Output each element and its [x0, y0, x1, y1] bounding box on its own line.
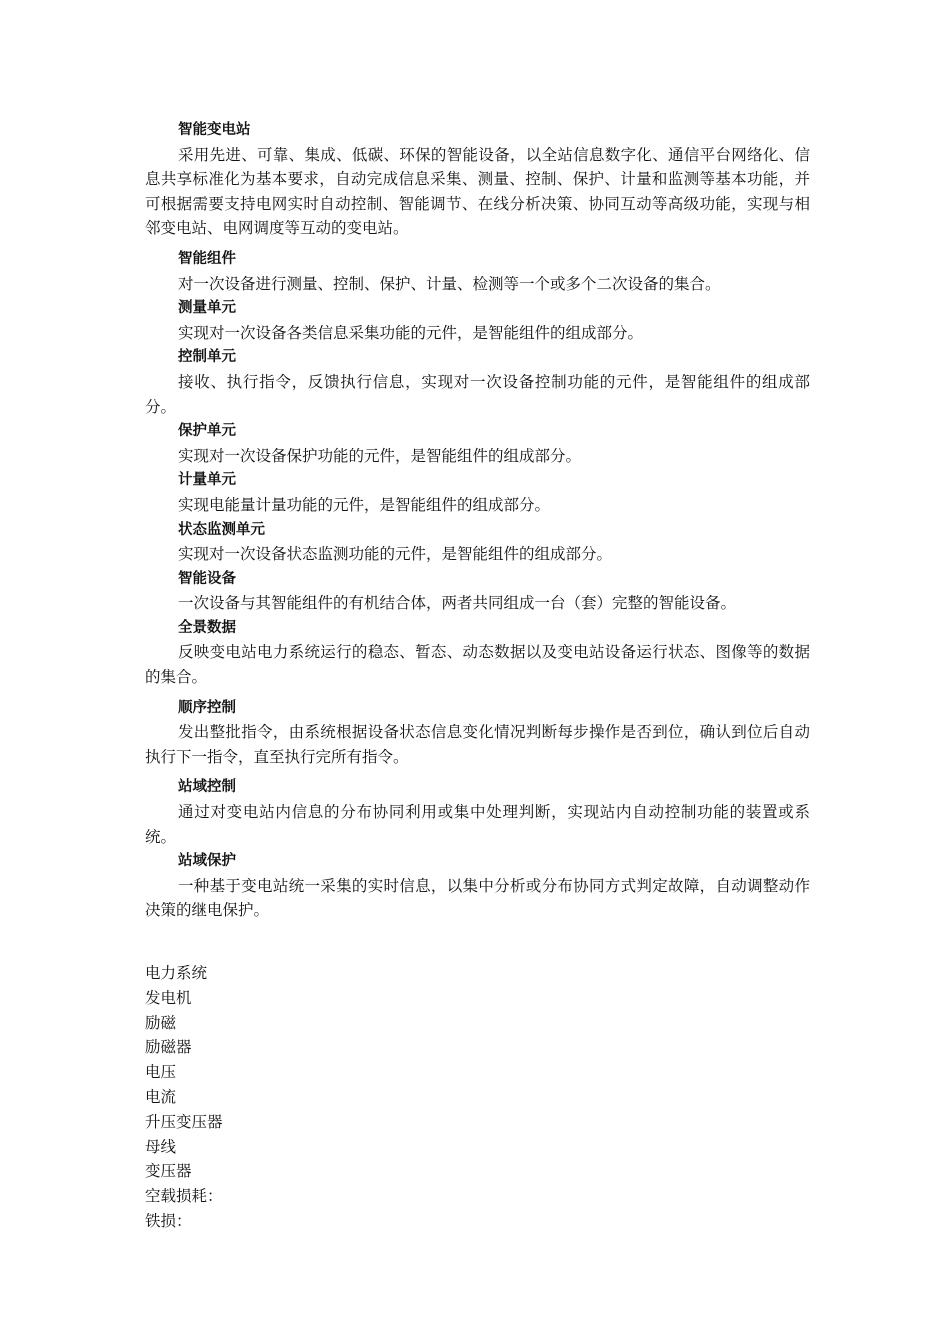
term-heading: 保护单元 [178, 423, 236, 440]
term-heading: 计量单元 [178, 472, 236, 489]
term-heading: 全景数据 [178, 619, 236, 636]
entry-protection-unit [145, 419, 810, 468]
entry-sequence-control [145, 696, 810, 770]
plain-term: 电流 [145, 1087, 177, 1106]
term-heading: 控制单元 [178, 349, 236, 366]
entry-measurement-unit [145, 296, 810, 345]
plain-term: 升压变压器 [145, 1112, 223, 1131]
plain-term: 空载损耗： [145, 1187, 223, 1206]
plain-term: 电压 [145, 1063, 177, 1082]
entry-panoramic-data [145, 616, 810, 690]
term-definition: 发出整批指令，由系统根据设备状态信息变化情况判断每步操作是否到位，确认到位后自动执行下一指令，直至执行完所有指令。 [145, 723, 810, 766]
entry-station-area-control [145, 775, 810, 849]
term-definition: 实现电能量计量功能的元件，是智能组件的组成部分。 [178, 495, 551, 514]
plain-term-list [145, 961, 810, 1234]
plain-term: 电力系统 [145, 964, 208, 982]
term-definition: 反映变电站电力系统运行的稳态、暂态、动态数据以及变电站设备运行状态、图像等的数据的集合。 [145, 643, 810, 687]
term-heading: 测量单元 [178, 300, 236, 317]
term-heading: 站域控制 [178, 779, 236, 796]
entry-control-unit [145, 345, 810, 419]
plain-term: 母线 [145, 1137, 177, 1156]
plain-term: 发电机 [145, 988, 192, 1007]
entry-smart-equipment [145, 567, 810, 616]
term-definition: 实现对一次设备各类信息采集功能的元件，是智能组件的组成部分。 [178, 323, 644, 342]
term-heading: 站域保护 [178, 853, 236, 870]
term-definition: 实现对一次设备状态监测功能的元件，是智能组件的组成部分。 [178, 545, 613, 564]
term-heading: 状态监测单元 [178, 521, 265, 538]
term-heading: 顺序控制 [178, 699, 236, 716]
term-heading: 智能组件 [178, 250, 236, 267]
entry-station-area-protection [145, 849, 810, 923]
term-heading: 智能变电站 [178, 122, 251, 138]
term-definition: 通过对变电站内信息的分布协同利用或集中处理判断，实现站内自动控制功能的装置或系统。 [145, 803, 810, 846]
term-definition: 采用先进、可靠、集成、低碳、环保的智能设备，以全站信息数字化、通信平台网络化、信息共享标准化为基本要求，自动完成信息采集、测量、控制、保护、计量和监测等基本功能，并可根据需要支持电网实时自动控制、智能调节、在线分析决策、协同互动等高级功能，实现与相邻变电站、电网调度等互动的变电站。 [145, 145, 810, 238]
plain-term: 励磁 [145, 1013, 177, 1032]
term-definition: 实现对一次设备保护功能的元件，是智能组件的组成部分。 [178, 446, 582, 465]
definition-list [145, 118, 810, 923]
entry-smart-component [145, 247, 810, 296]
term-definition: 接收、执行指令，反馈执行信息，实现对一次设备控制功能的元件，是智能组件的组成部分。 [145, 372, 810, 416]
entry-condition-monitoring-unit [145, 518, 810, 567]
term-definition: 一种基于变电站统一采集的实时信息，以集中分析或分布协同方式判定故障，自动调整动作决策的继电保护。 [145, 876, 810, 920]
plain-term: 励磁器 [145, 1038, 192, 1057]
plain-term: 变压器 [145, 1162, 192, 1181]
document-page [145, 118, 810, 1234]
term-definition: 一次设备与其智能组件的有机结合体，两者共同组成一台（套）完整的智能设备。 [178, 594, 737, 613]
entry-smart-substation [145, 118, 810, 241]
plain-term: 铁损： [145, 1211, 192, 1230]
term-definition: 对一次设备进行测量、控制、保护、计量、检测等一个或多个二次设备的集合。 [178, 274, 721, 293]
term-heading: 智能设备 [178, 570, 236, 587]
entry-metering-unit [145, 468, 810, 517]
